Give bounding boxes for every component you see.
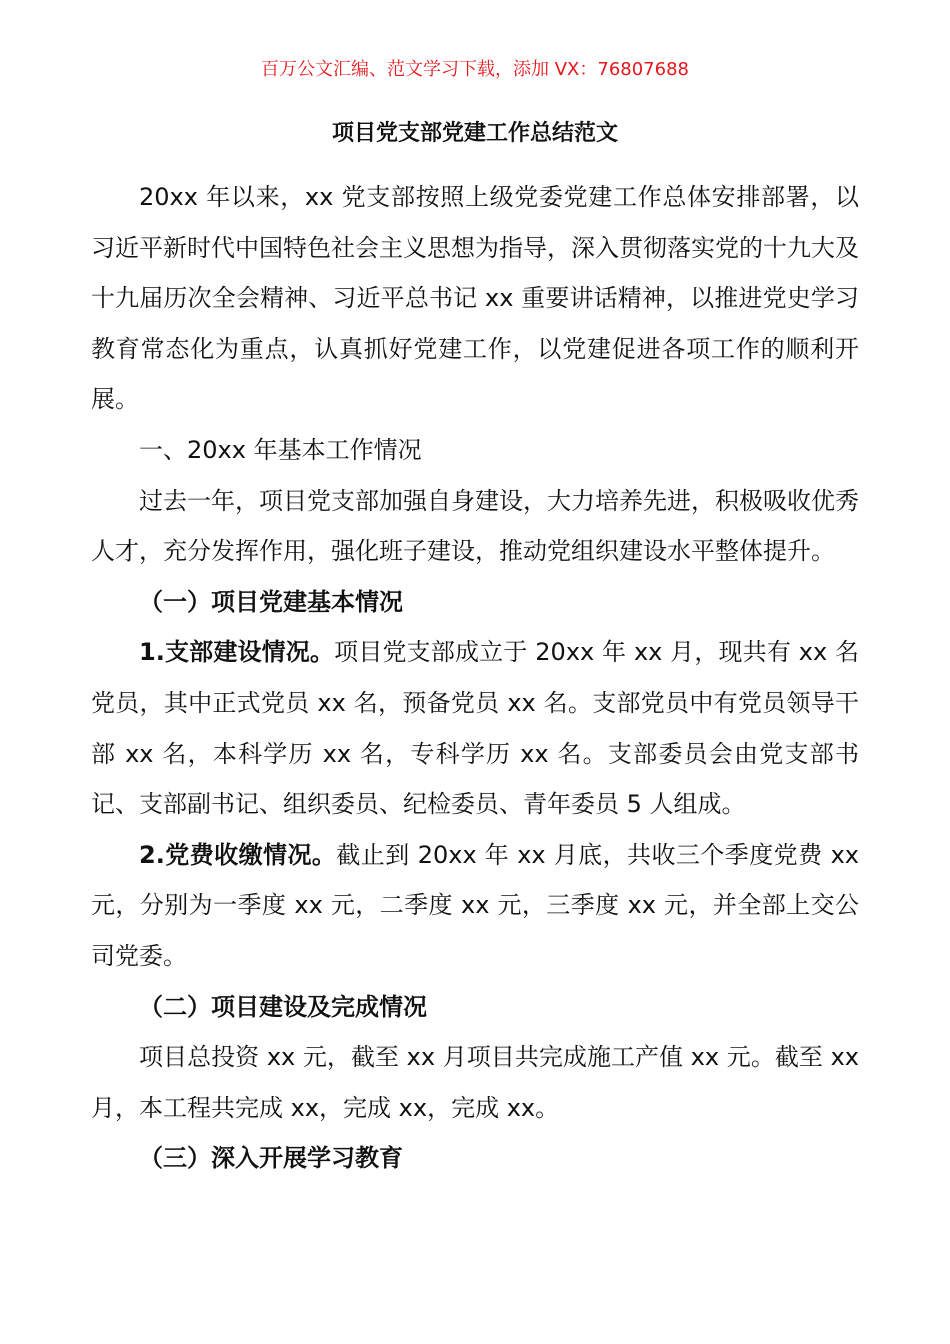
- document-title: 项目党支部党建工作总结范文: [331, 121, 618, 146]
- document-body: [91, 172, 859, 1184]
- item2-text: 截止到 20xx 年 xx 月底，共收三个季度党费 xx 元，分别为一季度 xx 元，二季度 xx 元，三季度 xx 元，并全部上交公司党委。: [91, 840, 859, 970]
- item1-lead: 1.支部建设情况。: [139, 638, 335, 667]
- subsection2-heading: （二）项目建设及完成情况: [139, 992, 427, 1021]
- item1-text: 项目党支部成立于 20xx 年 xx 月，现共有 xx 名党员，其中正式党员 xx 名，预备党员 xx 名。支部党员中有党员领导干部 xx 名，本科学历 xx 名，专科学历 xx 名。支部委员会由党支部书记、支部副书记、组织委员、纪检委员、青年委员 5 人组成。: [91, 638, 860, 819]
- subsection1-heading: （一）项目党建基本情况: [139, 587, 403, 616]
- section1-heading: 一、20xx 年基本工作情况: [139, 435, 422, 464]
- intro-paragraph: 20xx 年以来，xx 党支部按照上级党委党建工作总体安排部署，以习近平新时代中国特色社会主义思想为指导，深入贯彻落实党的十九大及十九届历次全会精神、习近平总书记 xx 重要讲话精神，以推进党史学习教育常态化为重点，认真抓好党建工作，以党建促进各项工作的顺利开展。: [91, 183, 859, 414]
- subsection3-heading: （三）深入开展学习教育: [139, 1144, 403, 1173]
- section1-paragraph: 过去一年，项目党支部加强自身建设，大力培养先进，积极吸收优秀人才，充分发挥作用，强化班子建设，推动党组织建设水平整体提升。: [91, 486, 859, 566]
- header-note: 百万公文汇编、范文学习下载，添加 VX：76807688: [261, 59, 689, 80]
- subsection2-paragraph: 项目总投资 xx 元，截至 xx 月项目共完成施工产值 xx 元。截至 xx 月，本工程共完成 xx，完成 xx，完成 xx。: [91, 1043, 859, 1122]
- item1-paragraph: [91, 627, 859, 829]
- item2-paragraph: [91, 830, 859, 982]
- item2-lead: 2.党费收缴情况。: [139, 840, 337, 869]
